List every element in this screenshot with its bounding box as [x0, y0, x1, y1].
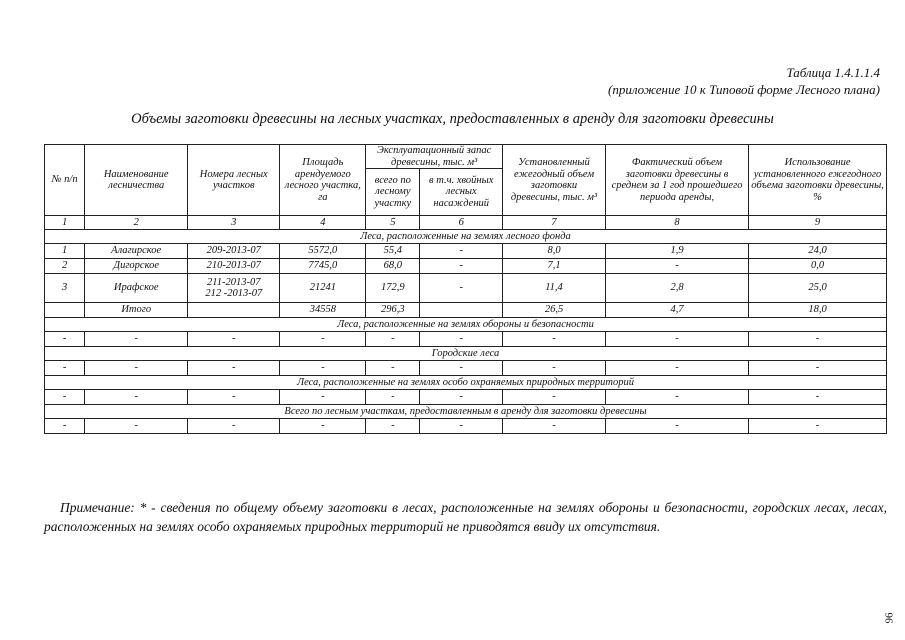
table-cell: - [280, 390, 366, 405]
table-cell: Ирафское [85, 274, 188, 303]
table-cell: 7,1 [503, 259, 606, 274]
table-cell: - [420, 244, 503, 259]
table-cell: Дигорское [85, 259, 188, 274]
section-urban-forests: Городские леса [45, 347, 887, 361]
table-cell: 172,9 [366, 274, 420, 303]
table-cell [188, 274, 280, 303]
table-cell: 7745,0 [280, 259, 366, 274]
header-volume-usage: Использование установленного ежегодного объема заготовки древесины, % [749, 145, 887, 216]
table-cell: 25,0 [749, 274, 887, 303]
table-cell: - [45, 361, 85, 376]
table-cell [188, 303, 280, 318]
table-cell: - [85, 390, 188, 405]
table-cell: - [366, 390, 420, 405]
header-actual-volume: Фактический объем заготовки древесины в среднем за 1 год прошедшего периода аренды, [605, 145, 748, 216]
header-forestry-name: Наименование лесничества [85, 145, 188, 216]
col-number-cell: 2 [85, 216, 188, 230]
table-cell: - [85, 419, 188, 434]
table-cell: - [420, 361, 503, 376]
table-cell: 1 [45, 244, 85, 259]
section-grand-total: Всего по лесным участкам, предоставленным в аренду для заготовки древесины [45, 405, 887, 419]
table-cell: - [749, 361, 887, 376]
table-cell: 26,5 [503, 303, 606, 318]
table-cell: - [420, 419, 503, 434]
table-cell: - [420, 332, 503, 347]
table-cell: - [420, 274, 503, 303]
table-cell: - [503, 419, 606, 434]
header-stock-total: всего по лесному участку [366, 169, 420, 216]
table-cell: - [188, 361, 280, 376]
col-number-cell: 4 [280, 216, 366, 230]
table-cell: - [280, 419, 366, 434]
header-stock-coniferous: в т.ч. хвойных лесных насаждений [420, 169, 503, 216]
header-plot-numbers: Номера лесных участков [188, 145, 280, 216]
table-cell: - [749, 419, 887, 434]
header-number: № п/п [45, 145, 85, 216]
plot-number-line: 211-2013-07 [207, 276, 261, 288]
table-cell: 296,3 [366, 303, 420, 318]
header-annual-volume: Установленный ежегодный объем заготовки древесины, тыс. м³ [503, 145, 606, 216]
col-number-cell: 6 [420, 216, 503, 230]
table-cell: - [420, 390, 503, 405]
table-title: Объемы заготовки древесины на лесных участках, предоставленных в аренду для заготовки древесины [131, 111, 774, 127]
section-forest-fund: Леса, расположенные на землях лесного фонда [45, 230, 887, 244]
table-cell: 4,7 [605, 303, 748, 318]
table-cell: - [605, 332, 748, 347]
table-cell: - [280, 361, 366, 376]
table-cell: 210-2013-07 [188, 259, 280, 274]
plot-number-line: 212 -2013-07 [205, 288, 263, 299]
table-cell: - [749, 332, 887, 347]
table-cell: 1,9 [605, 244, 748, 259]
col-number-cell: 7 [503, 216, 606, 230]
table-cell: - [605, 390, 748, 405]
col-number-cell: 8 [605, 216, 748, 230]
col-number-cell: 9 [749, 216, 887, 230]
table-cell: - [605, 419, 748, 434]
table-cell [45, 303, 85, 318]
table-cell: - [420, 259, 503, 274]
table-caption-appendix: (приложение 10 к Типовой форме Лесного плана) [608, 82, 880, 97]
table-cell: 11,4 [503, 274, 606, 303]
header-area: Площадь арендуемого лесного участка, га [280, 145, 366, 216]
table-cell: Алагирское [85, 244, 188, 259]
col-number-cell: 3 [188, 216, 280, 230]
footnote: Примечание: * - сведения по общему объему заготовки в лесах, расположенные на землях обороны и безопасности, городских лесах, лесах, расположенных на землях особо охраняемых природных территорий не приводятся ввиду их отсутствия. [44, 500, 887, 534]
table-cell: - [188, 390, 280, 405]
table-cell: 68,0 [366, 259, 420, 274]
table-cell: - [605, 259, 748, 274]
header-operational-stock: Эксплуатационный запас древесины, тыс. м³ [366, 145, 503, 169]
table-cell: - [188, 419, 280, 434]
table-cell: - [366, 419, 420, 434]
table-caption-number: Таблица 1.4.1.1.4 [786, 65, 880, 80]
table-cell: - [503, 332, 606, 347]
table-cell: - [45, 390, 85, 405]
table-cell: - [366, 361, 420, 376]
table-cell: 18,0 [749, 303, 887, 318]
table-cell: 2,8 [605, 274, 748, 303]
section-protected-areas: Леса, расположенные на землях особо охраняемых природных территорий [45, 376, 887, 390]
table-cell: - [503, 361, 606, 376]
table-cell: - [45, 332, 85, 347]
table-cell: - [280, 332, 366, 347]
table-cell: - [85, 361, 188, 376]
table-cell: - [188, 332, 280, 347]
table-cell: 0,0 [749, 259, 887, 274]
table-cell: - [366, 332, 420, 347]
table-cell: 3 [45, 274, 85, 303]
table-cell: 21241 [280, 274, 366, 303]
table-cell: 209-2013-07 [188, 244, 280, 259]
table-cell: 5572,0 [280, 244, 366, 259]
page-number: 96 [883, 612, 896, 624]
table-cell: - [85, 332, 188, 347]
table-cell: 55,4 [366, 244, 420, 259]
harvest-volume-table [44, 144, 887, 434]
table-cell: 8,0 [503, 244, 606, 259]
col-number-cell: 5 [366, 216, 420, 230]
table-cell [420, 303, 503, 318]
total-label: Итого [85, 303, 188, 318]
table-cell: 2 [45, 259, 85, 274]
table-cell: - [605, 361, 748, 376]
table-cell: - [503, 390, 606, 405]
section-defense-lands: Леса, расположенные на землях обороны и безопасности [45, 318, 887, 332]
col-number-cell: 1 [45, 216, 85, 230]
table-cell: 24,0 [749, 244, 887, 259]
table-cell: - [749, 390, 887, 405]
table-cell: 34558 [280, 303, 366, 318]
table-cell: - [45, 419, 85, 434]
